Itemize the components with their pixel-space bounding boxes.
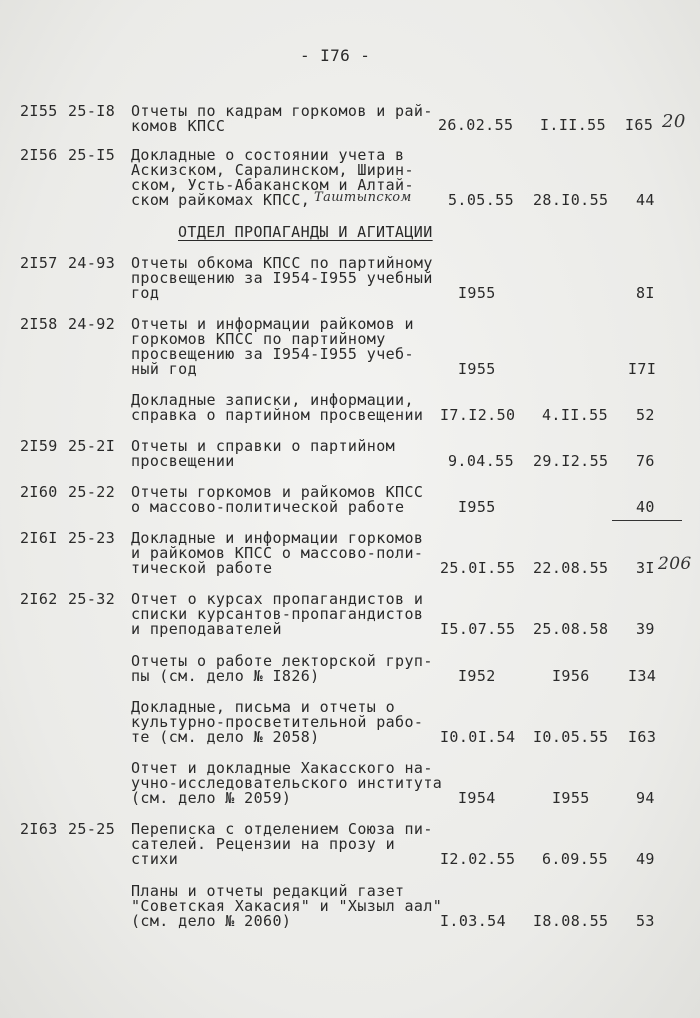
entry-title-line: тической работе [131,559,273,577]
entry-title-line: Переписка с отделением Союза пи- [131,820,433,838]
entry-title-line: ный год [131,360,198,378]
section-heading: ОТДЕЛ ПРОПАГАНДЫ И АГИТАЦИИ [178,223,433,241]
entry-title-line: Отчеты и справки о партийном [131,437,396,455]
entry-start-date: I952 [458,667,496,685]
entry-number: 2I62 [20,590,58,608]
entry-code: 25-2I [68,437,116,455]
entry-sheet-count: 40 [636,498,655,516]
entry-start-date: I7.I2.50 [440,406,516,424]
entry-end-date: I955 [552,789,590,807]
entry-title-line: Планы и отчеты редакций газет [131,882,405,900]
entry-title-line: Отчеты и информации райкомов и [131,315,414,333]
entry-code: 25-32 [68,590,116,608]
entry-title-line: те (см. дело № 2058) [131,728,320,746]
entry-title-line: и преподавателей [131,620,282,638]
entry-title-line: Отчеты обкома КПСС по партийному [131,254,433,272]
entry-sheet-count: 49 [636,850,655,868]
entry-code: 25-I8 [68,102,116,120]
entry-code: 25-23 [68,529,116,547]
entry-start-date: I954 [458,789,496,807]
entry-code: 24-92 [68,315,116,333]
entry-end-date: I0.05.55 [533,728,609,746]
entry-number: 2I59 [20,437,58,455]
entry-end-date: I956 [552,667,590,685]
handwritten-note: 206 [658,554,692,574]
entry-title-line: Докладные, письма и отчеты о [131,698,396,716]
entry-title-line: просвещению за I954-I955 учеб- [131,345,414,363]
entry-sheet-count: 44 [636,191,655,209]
entry-number: 2I56 [20,146,58,164]
entry-title-line: Отчет и докладные Хакасского на- [131,759,433,777]
entry-title-line: (см. дело № 2059) [131,789,292,807]
entry-title-line: Отчет о курсах пропагандистов и [131,590,424,608]
entry-title-line: справка о партийном просвещении [131,406,424,424]
handwritten-note: 20 [662,111,686,132]
entry-number: 2I63 [20,820,58,838]
entry-sheet-count: I63 [628,728,657,746]
entry-start-date: I955 [458,360,496,378]
entry-number: 2I6I [20,529,58,547]
entry-end-date: 25.08.58 [533,620,609,638]
entry-title-line: ском райкомах КПСС, [131,191,311,209]
entry-title-line: Отчеты по кадрам горкомов и рай- [131,102,433,120]
entry-title-line: Отчеты о работе лекторской груп- [131,652,433,670]
entry-title-line: Докладные о состоянии учета в [131,146,405,164]
entry-number: 2I58 [20,315,58,333]
entry-end-date: I8.08.55 [533,912,609,930]
entry-start-date: I955 [458,284,496,302]
entry-title-line: списки курсантов-пропагандистов [131,605,424,623]
entry-title-line: учно-исследовательского института [131,774,443,792]
entry-start-date: I955 [458,498,496,516]
entry-title-line: сателей. Рецензии на прозу и [131,835,396,853]
entry-sheet-count: I7I [628,360,657,378]
entry-sheet-count: I65 [625,116,654,134]
entry-title-line: горкомов КПСС по партийному [131,330,386,348]
entry-start-date: 5.05.55 [448,191,515,209]
entry-title-line: Докладные записки, информации, [131,391,414,409]
entry-start-date: I0.0I.54 [440,728,516,746]
entry-code: 25-25 [68,820,116,838]
page-number: - I76 - [300,46,371,65]
handwritten-insertion: Таштыпском [314,190,412,205]
entry-end-date: 29.I2.55 [533,452,609,470]
entry-end-date: I.II.55 [540,116,607,134]
entry-start-date: 9.04.55 [448,452,515,470]
entry-title-line: комов КПСС [131,117,226,135]
entry-title-line: просвещении [131,452,235,470]
entry-end-date: 22.08.55 [533,559,609,577]
entry-title-line: пы (см. дело № I826) [131,667,320,685]
entry-sheet-count: 8I [636,284,655,302]
entry-sheet-count: 52 [636,406,655,424]
entry-sheet-count: 76 [636,452,655,470]
entry-number: 2I60 [20,483,58,501]
entry-code: 25-I5 [68,146,116,164]
entry-sheet-count: I34 [628,667,657,685]
entry-start-date: I5.07.55 [440,620,516,638]
entry-sheet-count: 53 [636,912,655,930]
entry-title-line: просвещению за I954-I955 учебный [131,269,433,287]
entry-title-line: Аскизском, Саралинском, Ширин- [131,161,414,179]
entry-start-date: I2.02.55 [440,850,516,868]
entry-title-line: и райкомов КПСС о массово-поли- [131,544,424,562]
entry-code: 25-22 [68,483,116,501]
entry-title-line: "Советская Хакасия" и "Хызыл аал" [131,897,443,915]
entry-code: 24-93 [68,254,116,272]
entry-number: 2I57 [20,254,58,272]
underline-rule [612,520,682,521]
entry-end-date: 4.II.55 [542,406,609,424]
entry-start-date: 25.0I.55 [440,559,516,577]
entry-title-line: Докладные и информации горкомов [131,529,424,547]
entry-end-date: 28.I0.55 [533,191,609,209]
entry-number: 2I55 [20,102,58,120]
entry-sheet-count: 3I [636,559,655,577]
entry-start-date: 26.02.55 [438,116,514,134]
entry-end-date: 6.09.55 [542,850,609,868]
entry-title-line: (см. дело № 2060) [131,912,292,930]
entry-title-line: стихи [131,850,179,868]
entry-title-line: год [131,284,160,302]
entry-start-date: I.03.54 [440,912,507,930]
entry-title-line: Отчеты горкомов и райкомов КПСС [131,483,424,501]
entry-title-line: культурно-просветительной рабо- [131,713,424,731]
entry-title-line: о массово-политической работе [131,498,405,516]
entry-title-line: ском, Усть-Абаканском и Алтай- [131,176,414,194]
entry-sheet-count: 94 [636,789,655,807]
entry-sheet-count: 39 [636,620,655,638]
